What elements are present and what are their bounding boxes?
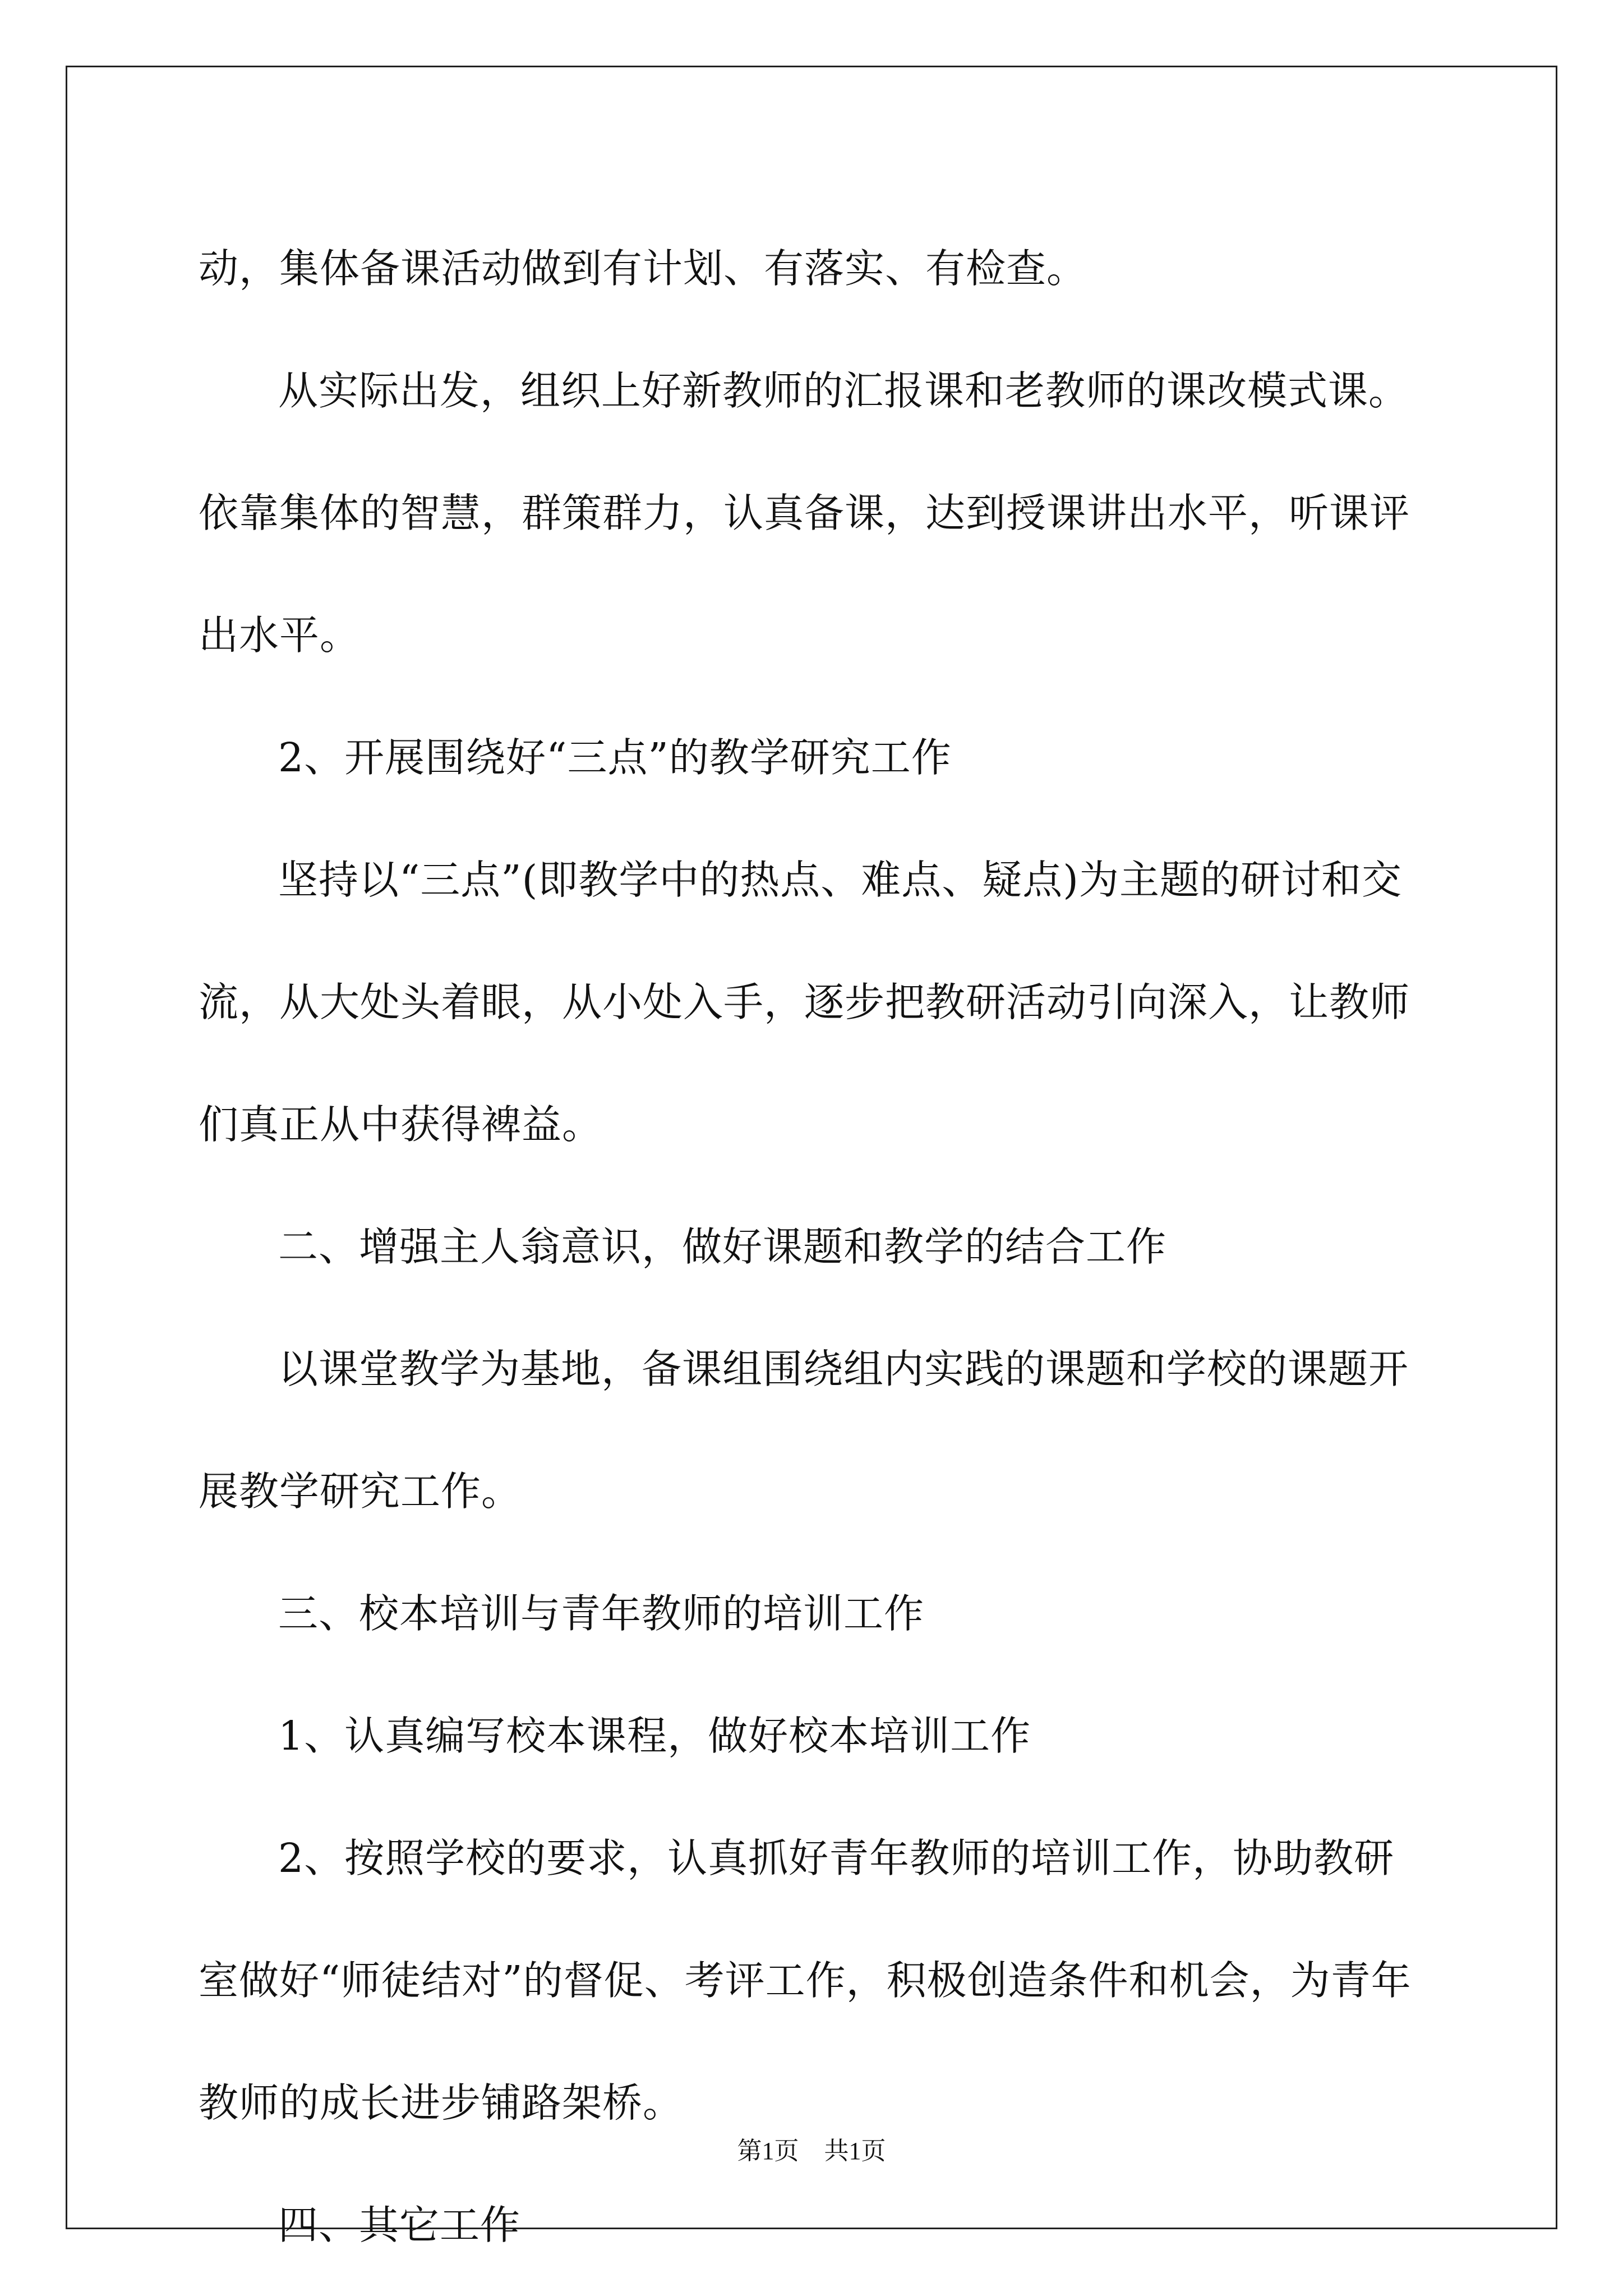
heading-section-two: 二、增强主人翁意识，做好课题和教学的结合工作 [278,1223,1167,1270]
heading-three-points-research: 2、开展围绕好“三点”的教学研究工作 [278,734,952,781]
page-number: 第1页 [737,2137,799,2165]
paragraph-three-points: 坚持以“三点”(即教学中的热点、难点、疑点)为主题的研讨和交流，从大处头着眼，从小处入手，逐步把教研活动引向深入，让教师们真正从中获得裨益。 [199,857,1410,1148]
paragraph-classroom-base: 以课堂教学为基地，备课组围绕组内实践的课题和学校的课题开展教学研究工作。 [199,1346,1409,1515]
heading-section-three: 三、校本培训与青年教师的培训工作 [278,1590,925,1637]
item-young-teacher-training: 2、按照学校的要求，认真抓好青年教师的培训工作，协助教研室做好“师徒结对”的督促、考评工作，积极创造条件和机会，为青年教师的成长进步铺路架桥。 [199,1835,1412,2126]
paragraph-continuation: 动，集体备课活动做到有计划、有落实、有检查。 [199,245,1087,292]
page-footer [0,2134,1623,2168]
heading-section-four: 四、其它工作 [278,2202,521,2248]
document-body [199,208,1432,2286]
item-school-course: 1、认真编写校本课程，做好校本培训工作 [278,1713,1031,1759]
paragraph-lesson-practice: 从实际出发，组织上好新教师的汇报课和老教师的课改模式课。依靠集体的智慧，群策群力，认真备课，达到授课讲出水平，听课评出水平。 [199,367,1410,659]
page-total: 共1页 [824,2137,886,2165]
